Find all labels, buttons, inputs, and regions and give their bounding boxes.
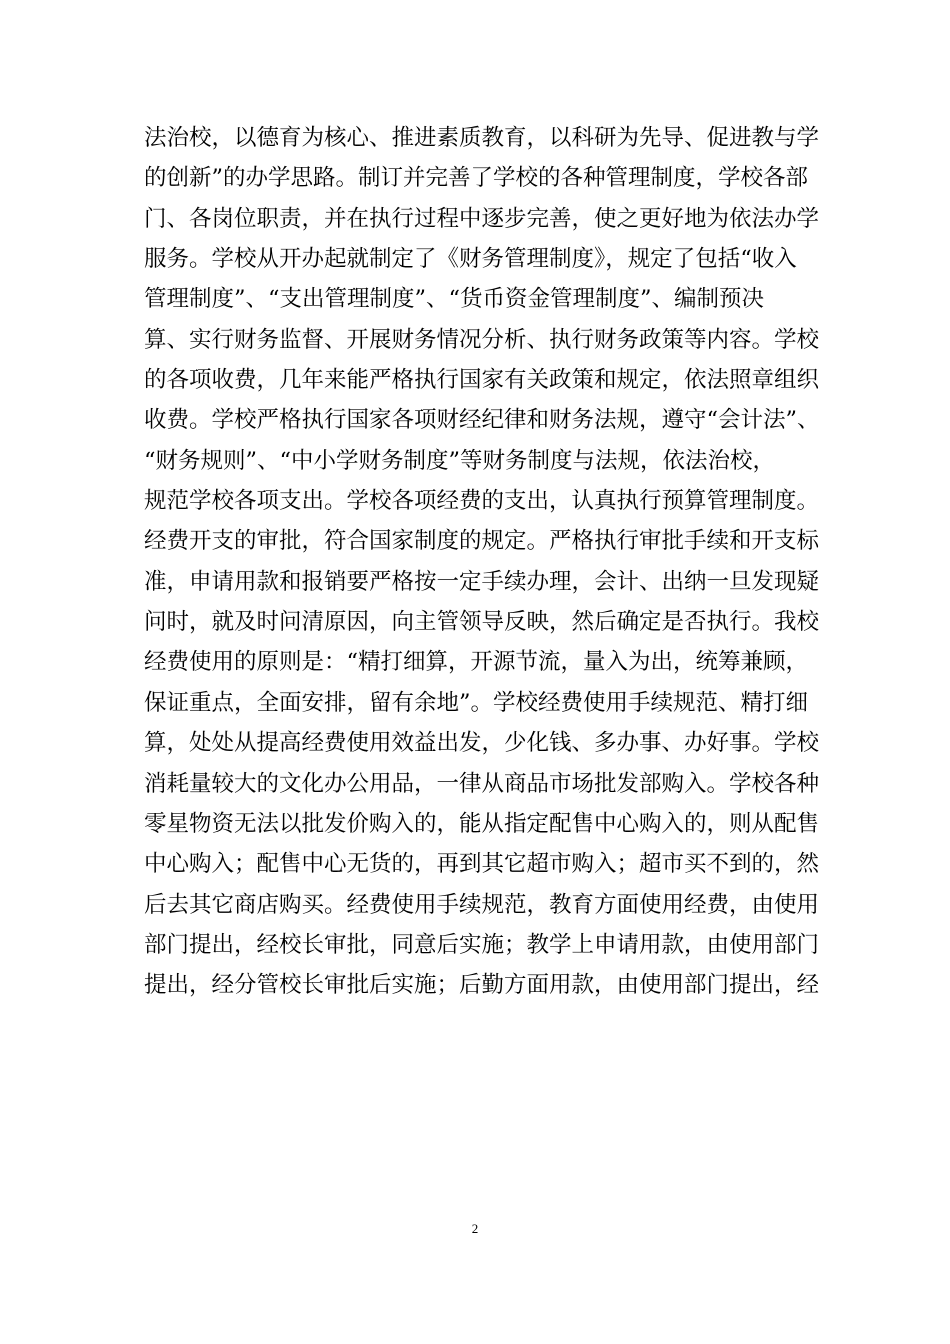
text-line: 服务。学校从开办起就制定了《财务管理制度》，规定了包括“收入 <box>144 246 797 273</box>
text-line: 门、各岗位职责，并在执行过程中逐步完善，使之更好地为依法办学 <box>144 205 820 232</box>
text-line: 经费使用的原则是：“精打细算，开源节流，量入为出，统筹兼顾， <box>144 649 809 676</box>
text-line: 算，处处从提高经费使用效益出发，少化钱、多办事、办好事。学校 <box>144 730 820 757</box>
text-line: 消耗量较大的文化办公用品，一律从商品市场批发部购入。学校各种 <box>144 770 820 797</box>
text-line: 法治校，以德育为核心、推进素质教育，以科研为先导、促进教与学 <box>144 125 820 151</box>
text-line: 的各项收费，几年来能严格执行国家有关政策和规定，依法照章组织 <box>144 367 820 394</box>
page-number: 2 <box>471 1221 479 1236</box>
text-line: 算、实行财务监督、开展财务情况分析、执行财务政策等内容。学校 <box>144 326 820 353</box>
text-line: 管理制度”、“支出管理制度”、“货币资金管理制度”、编制预决 <box>144 286 765 313</box>
text-line: 的创新”的办学思路。制订并完善了学校的各种管理制度，学校各部 <box>144 165 809 192</box>
text-line: 经费开支的审批，符合国家制度的规定。严格执行审批手续和开支标 <box>144 528 820 555</box>
text-line: 准，申请用款和报销要严格按一定手续办理，会计、出纳一旦发现疑 <box>144 568 820 595</box>
text-line: 问时，就及时问清原因，向主管领导反映，然后确定是否执行。我校 <box>144 609 820 636</box>
text-line: 部门提出，经校长审批，同意后实施；教学上申请用款，由使用部门 <box>144 931 820 958</box>
text-line: 保证重点，全面安排，留有余地”。学校经费使用手续规范、精打细 <box>144 689 809 716</box>
text-line: 收费。学校严格执行国家各项财经纪律和财务法规，遵守“会计法”、 <box>144 407 820 434</box>
text-line: 中心购入；配售中心无货的，再到其它超市购入；超市买不到的，然 <box>144 851 820 878</box>
body-text <box>144 118 820 1006</box>
text-line: “财务规则”、“中小学财务制度”等财务制度与法规，依法治校， <box>144 447 776 474</box>
text-line: 规范学校各项支出。学校各项经费的支出，认真执行预算管理制度。 <box>144 488 820 515</box>
text-line: 后去其它商店购买。经费使用手续规范，教育方面使用经费，由使用 <box>144 891 820 918</box>
text-line: 提出，经分管校长审批后实施；后勤方面用款，由使用部门提出，经 <box>144 972 820 999</box>
text-line: 零星物资无法以批发价购入的，能从指定配售中心购入的，则从配售 <box>144 810 820 837</box>
